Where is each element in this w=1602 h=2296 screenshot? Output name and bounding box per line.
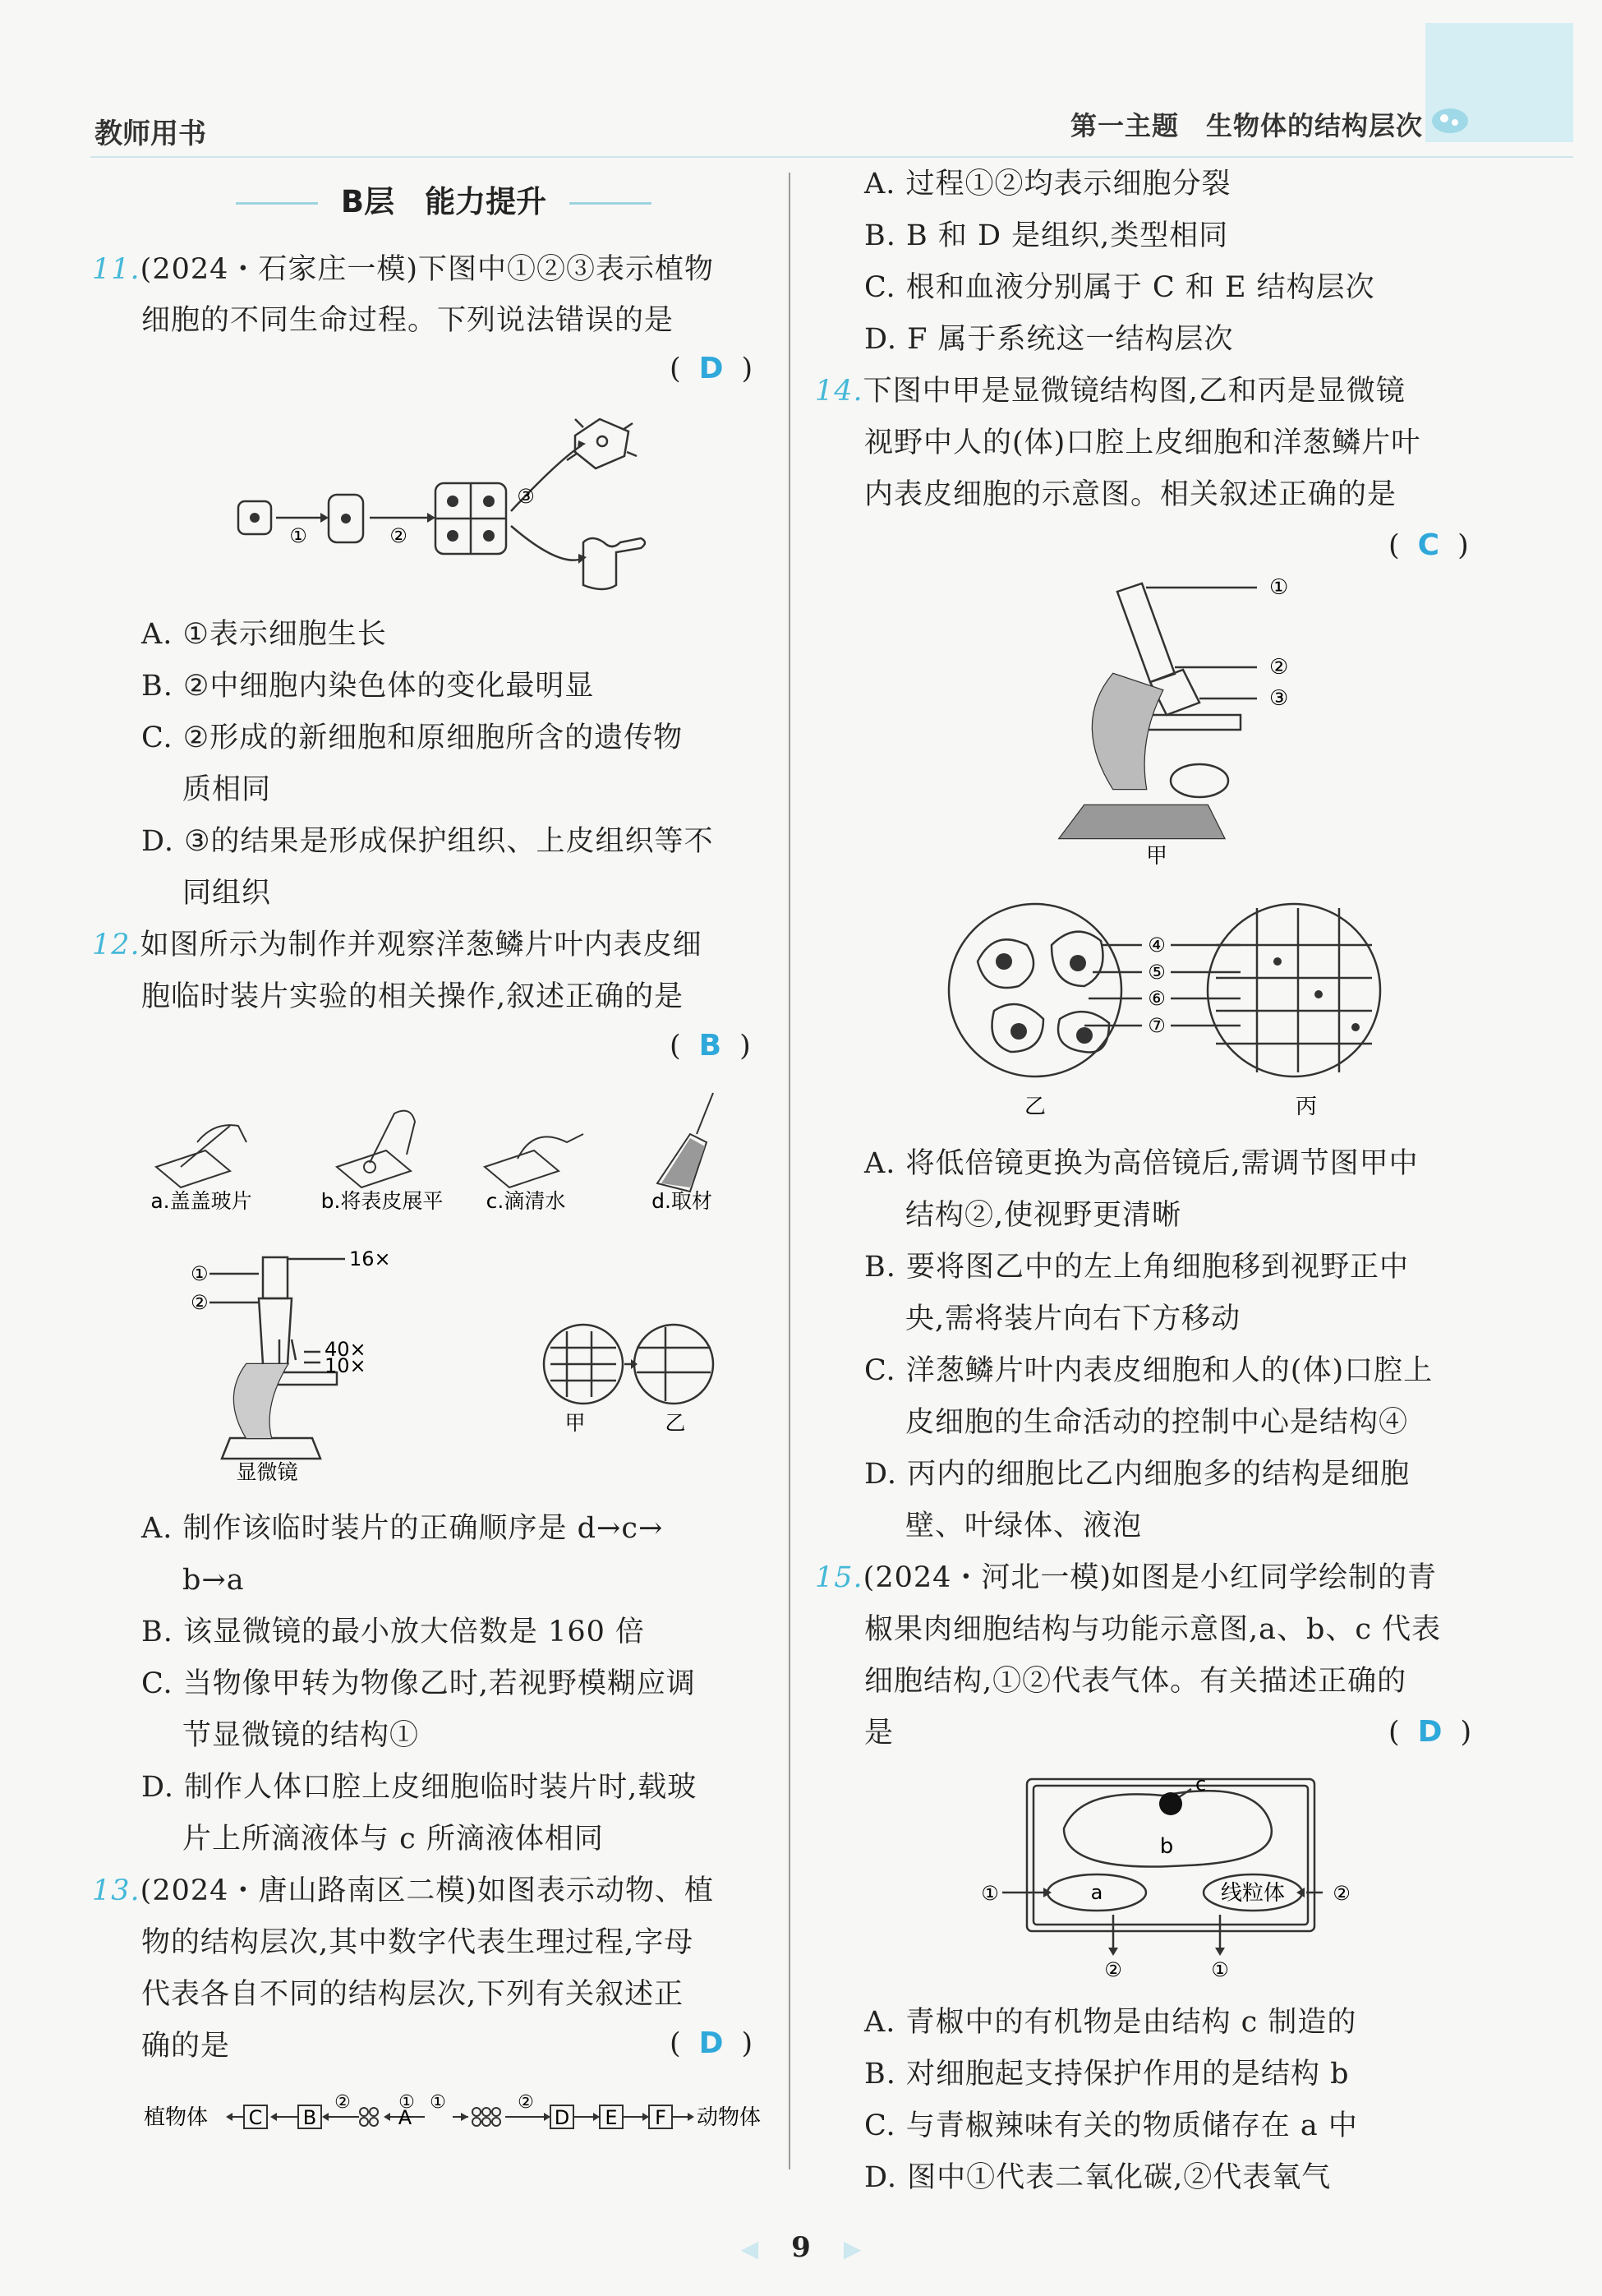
header-right: 第一主题 生物体的结构层次 bbox=[1070, 110, 1423, 141]
q13-box-b: B bbox=[302, 2106, 317, 2129]
section-title: B层 能力提升 bbox=[181, 177, 707, 221]
q13-stem-2: 物的结构层次,其中数字代表生理过程,字母 bbox=[141, 1926, 694, 1959]
q12-stem-1: 12.如图所示为制作并观察洋葱鳞片叶内表皮细 bbox=[92, 929, 702, 961]
q15-pepper-cell-figure bbox=[974, 1771, 1368, 1985]
q12-answer: ( B ) bbox=[670, 1029, 751, 1063]
q15-answer: ( D ) bbox=[1388, 1715, 1472, 1749]
q15-label-c: c bbox=[1195, 1773, 1207, 1796]
q11-option-d: D. ③的结果是形成保护组织、上皮组织等不 bbox=[141, 825, 714, 858]
q12-mic-caption: 显微镜 bbox=[236, 1460, 298, 1484]
q15-option-d: D. 图中①代表二氧化碳,②代表氧气 bbox=[864, 2161, 1332, 2194]
q12-step-a: a.盖盖玻片 bbox=[150, 1189, 252, 1213]
q12-option-c-cont: 节显微镜的结构① bbox=[182, 1719, 420, 1752]
q12-option-c: C. 当物像甲转为物像乙时,若视野模糊应调 bbox=[141, 1667, 696, 1700]
q13-option-c: C. 根和血液分别属于 C 和 E 结构层次 bbox=[864, 271, 1375, 304]
q15-option-b: B. 对细胞起支持保护作用的是结构 b bbox=[864, 2058, 1350, 2091]
q15-option-c: C. 与青椒辣味有关的物质储存在 a 中 bbox=[864, 2109, 1358, 2142]
q15-gas-1-bottom: ① bbox=[1211, 1958, 1229, 1981]
q11-label-2: ② bbox=[389, 524, 407, 547]
q11-option-d-cont: 同组织 bbox=[182, 877, 272, 910]
q13-plant: 植物体 bbox=[144, 2105, 209, 2130]
header-rule bbox=[90, 156, 1573, 158]
q12-objective-10: 10× bbox=[325, 1354, 366, 1377]
q12-view-yi: 乙 bbox=[665, 1411, 686, 1435]
q14-cells-yi-bing-figure bbox=[945, 896, 1405, 1126]
q14-label-5: ⑤ bbox=[1148, 961, 1166, 984]
q11-stem-1: 11.(2024・石家庄一模)下图中①②③表示植物 bbox=[92, 253, 715, 286]
q14-label-6: ⑥ bbox=[1148, 987, 1166, 1010]
q15-stem-4: 是 bbox=[864, 1717, 895, 1750]
q13-stem-4: 确的是 bbox=[141, 2030, 231, 2063]
q14-label-1: ① bbox=[1269, 575, 1289, 600]
q15-gas-2-bottom: ② bbox=[1104, 1958, 1122, 1981]
q15-gas-1-left: ① bbox=[981, 1882, 999, 1905]
q14-stem-3: 内表皮细胞的示意图。相关叙述正确的是 bbox=[864, 478, 1397, 511]
q15-stem-3: 细胞结构,①②代表气体。有关描述正确的 bbox=[864, 1665, 1407, 1698]
q15-stem-2: 椒果肉细胞结构与功能示意图,a、b、c 代表 bbox=[864, 1613, 1442, 1646]
q13-box-f: F bbox=[655, 2106, 666, 2129]
q12-mic-label-1: ① bbox=[191, 1262, 209, 1285]
page-number: 9 bbox=[791, 2231, 811, 2264]
q13-animal: 动物体 bbox=[697, 2105, 762, 2130]
q15-label-b: b bbox=[1159, 1834, 1174, 1859]
q11-label-3: ③ bbox=[517, 485, 535, 508]
q13-cell-a: A bbox=[398, 2106, 412, 2129]
q12-view-jia: 甲 bbox=[564, 1411, 586, 1435]
q12-option-a: A. 制作该临时装片的正确顺序是 d→c→ bbox=[141, 1512, 664, 1545]
q14-option-c: C. 洋葱鳞片叶内表皮细胞和人的(体)口腔上 bbox=[864, 1354, 1434, 1387]
q13-option-b: B. B 和 D 是组织,类型相同 bbox=[864, 219, 1229, 252]
q12-option-a-cont: b→a bbox=[182, 1564, 245, 1597]
q12-microscope-figure bbox=[181, 1241, 686, 1484]
q13-option-d: D. F 属于系统这一结构层次 bbox=[864, 323, 1234, 356]
page-footer bbox=[0, 2231, 1602, 2264]
q14-answer: ( C ) bbox=[1388, 528, 1469, 562]
q15-label-mito: 线粒体 bbox=[1220, 1881, 1286, 1906]
q13-step-1a: ① bbox=[398, 2092, 415, 2113]
q15-gas-2-right: ② bbox=[1333, 1882, 1351, 1905]
q11-cell-process-figure bbox=[222, 411, 690, 608]
q14-caption-bing: 丙 bbox=[1295, 1095, 1318, 1119]
q14-label-7: ⑦ bbox=[1148, 1014, 1166, 1037]
q14-label-3: ③ bbox=[1269, 686, 1289, 711]
q14-stem-1: 14.下图中甲是显微镜结构图,乙和丙是显微镜 bbox=[815, 375, 1406, 408]
q13-step-2b: ② bbox=[518, 2092, 534, 2113]
q11-label-1: ① bbox=[289, 524, 307, 547]
q13-step-2a: ② bbox=[334, 2092, 351, 2113]
header-bubble-icon bbox=[1429, 104, 1471, 137]
q11-option-a: A. ①表示细胞生长 bbox=[141, 618, 387, 651]
q14-caption-yi: 乙 bbox=[1024, 1095, 1047, 1119]
header-left: 教师用书 bbox=[94, 118, 206, 150]
q14-label-2: ② bbox=[1269, 655, 1289, 680]
q15-stem-1: 15.(2024・河北一模)如图是小红同学绘制的青 bbox=[815, 1561, 1438, 1594]
q11-option-c-cont: 质相同 bbox=[182, 773, 272, 806]
footer-left-arrow-icon: ◀ bbox=[740, 2235, 759, 2262]
q14-option-d-cont: 壁、叶绿体、液泡 bbox=[905, 1510, 1143, 1542]
q12-step-b: b.将表皮展平 bbox=[320, 1189, 444, 1213]
q14-option-b-cont: 央,需将装片向右下方移动 bbox=[905, 1302, 1241, 1335]
column-divider bbox=[789, 173, 790, 2169]
q12-stem-2: 胞临时装片实验的相关操作,叙述正确的是 bbox=[141, 980, 684, 1013]
q15-label-a: a bbox=[1090, 1881, 1103, 1904]
q14-option-d: D. 丙内的细胞比乙内细胞多的结构是细胞 bbox=[864, 1458, 1411, 1491]
q12-option-d-cont: 片上所滴液体与 c 所滴液体相同 bbox=[182, 1823, 604, 1856]
q13-step-1b: ① bbox=[430, 2092, 446, 2113]
q12-mic-label-2: ② bbox=[191, 1291, 209, 1314]
q13-stem-1: 13.(2024・唐山路南区二模)如图表示动物、植 bbox=[92, 1874, 715, 1907]
q12-option-d: D. 制作人体口腔上皮细胞临时装片时,载玻 bbox=[141, 1771, 697, 1804]
q14-option-a-cont: 结构②,使视野更清晰 bbox=[905, 1199, 1182, 1232]
q14-option-b: B. 要将图乙中的左上角细胞移到视野正中 bbox=[864, 1251, 1409, 1284]
q12-objective-40: 40× bbox=[325, 1338, 366, 1361]
q11-option-c: C. ②形成的新细胞和原细胞所含的遗传物 bbox=[141, 722, 684, 754]
q14-option-a: A. 将低倍镜更换为高倍镜后,需调节图甲中 bbox=[864, 1147, 1419, 1180]
q13-structure-level-flow bbox=[144, 2087, 776, 2145]
q14-label-4: ④ bbox=[1148, 934, 1166, 957]
q13-option-a: A. 过程①②均表示细胞分裂 bbox=[864, 168, 1231, 201]
q13-stem-3: 代表各自不同的结构层次,下列有关叙述正 bbox=[141, 1978, 684, 2011]
q14-option-c-cont: 皮细胞的生命活动的控制中心是结构④ bbox=[905, 1406, 1409, 1439]
q12-operation-steps-figure bbox=[148, 1077, 739, 1216]
q14-stem-2: 视野中人的(体)口腔上皮细胞和洋葱鳞片叶 bbox=[864, 426, 1421, 459]
q12-option-b: B. 该显微镜的最小放大倍数是 160 倍 bbox=[141, 1616, 646, 1648]
q11-option-b: B. ②中细胞内染色体的变化最明显 bbox=[141, 670, 595, 703]
footer-right-arrow-icon: ▶ bbox=[843, 2235, 862, 2262]
q13-box-d: D bbox=[554, 2106, 570, 2129]
q14-caption-jia: 甲 bbox=[1145, 844, 1168, 869]
q12-step-c: c.滴清水 bbox=[486, 1189, 566, 1213]
q13-answer: ( D ) bbox=[670, 2026, 753, 2060]
q13-box-c: C bbox=[248, 2106, 263, 2129]
q12-step-d: d.取材 bbox=[651, 1189, 712, 1213]
q14-microscope-jia-figure bbox=[1068, 575, 1339, 871]
q15-option-a: A. 青椒中的有机物是由结构 c 制造的 bbox=[864, 2006, 1357, 2039]
q12-eyepiece-label: 16× bbox=[349, 1247, 391, 1270]
q11-answer: ( D ) bbox=[670, 352, 753, 385]
q13-box-e: E bbox=[605, 2106, 618, 2129]
q11-stem-2: 细胞的不同生命过程。下列说法错误的是 bbox=[141, 304, 674, 337]
